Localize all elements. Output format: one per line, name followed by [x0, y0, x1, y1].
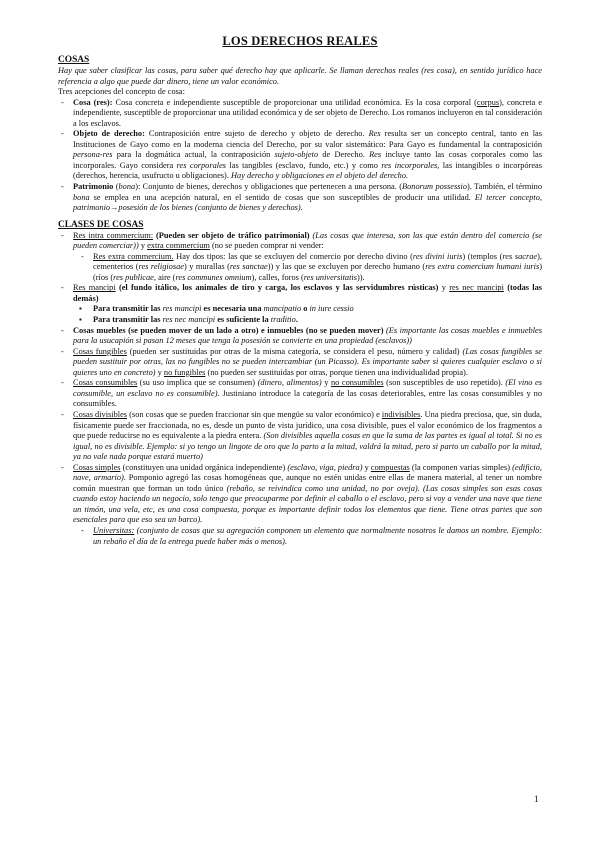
sub-list: [73, 526, 542, 547]
term-underlined: indivisibles: [381, 409, 421, 419]
item-italic: traditio: [270, 315, 296, 325]
item-text: (son susceptibles de uso repetido).: [383, 378, 506, 388]
list-item-cosa: [58, 98, 542, 130]
item-italic: res corporales: [176, 160, 227, 170]
item-italic: (Las cosas fungibles se pueden sustituir por otras, las no fungibles no se pueden intercambiar (un Picasso). Es importante saber si quieres cualquier esclavo o si quieres uno en concreto): [73, 346, 542, 377]
term-label: Patrimonio: [73, 182, 114, 192]
term-underlined: Cosas fungibles: [73, 346, 127, 356]
list-item-divisibles: [58, 410, 542, 463]
item-text: ) (templos (: [462, 251, 503, 261]
item-italic: mancipatio: [263, 304, 302, 314]
item-text: , aire (: [153, 272, 176, 282]
item-italic: res religiosae: [138, 262, 184, 272]
item-italic: res extra comercium humani iuris: [425, 262, 540, 272]
item-text: Hay dos tipos: las que se excluyen del comercio por derecho divino (: [173, 251, 413, 261]
item-italic: res sanctae: [229, 262, 268, 272]
term-label: Objeto de derecho:: [73, 129, 145, 139]
term-label: Cosa (res):: [73, 97, 113, 107]
item-text: Contraposición entre sujeto de derecho y objeto de derecho.: [144, 129, 369, 139]
sub-item-traditio: [73, 315, 542, 326]
item-italic: persona-res: [73, 150, 113, 160]
item-italic: res nec mancipi: [162, 315, 216, 325]
sub-list: [73, 304, 542, 325]
page-number: 1: [534, 795, 539, 805]
item-italic: (Son divisibles aquella cosas en que la suma de las partes es igual al total. Si no es igual, no es divisible. Ejemplo: si yo tengo un lingote de oro que lo parto a la mitad, valdrá la mitad, pero si parto un caballo por la mitad, ya no vale nada porque estará muerto): [73, 431, 542, 462]
item-text: (son cosas que se pueden fraccionar sin que mengüe su valor económico) e: [127, 409, 382, 419]
term-underlined: res nec mancipi: [449, 283, 504, 293]
item-text: ), cementerios (: [93, 251, 542, 272]
item-text: resulta ser un concepto central, tanto en las Instituciones de Gayo como en la moderna ciencia del Derecho, por su valor sistemático: Para Gayo es fundamental la contraposición: [73, 129, 542, 149]
item-bold: Cosas muebles (se pueden mover de un lado a otro) e inmuebles (no se pueden mover): [73, 325, 384, 335]
term-underlined: Res intra commercium:: [73, 230, 154, 240]
item-italic: (Las cosas que interesa, son las que están dentro del comercio (se pueden comerciar)): [73, 230, 542, 251]
item-text: las tangibles (esclavo, fundo, etc.) y como: [226, 160, 382, 170]
item-italic: Res: [369, 150, 382, 160]
item-text: (no pueden ser sustituidas por otras, porque tienen una individualidad propia).: [205, 367, 468, 377]
item-italic: Bonorum possessio: [402, 182, 467, 192]
item-italic: res divini iuris: [412, 251, 463, 261]
section-heading-cosas: COSAS: [58, 55, 90, 65]
list-item-fungibles: [58, 347, 542, 379]
item-text: las intangibles o incorpóreas (derechos, herencia, usufructo u obligaciones).: [73, 160, 542, 181]
item-text: (: [113, 182, 119, 192]
item-text: de Derecho.: [318, 150, 370, 160]
page-title: LOS DERECHOS REALES: [222, 34, 378, 48]
list-item-objeto: [58, 129, 542, 182]
item-italic: res mancipi: [162, 304, 202, 314]
item-text: y: [362, 462, 371, 472]
item-text: (constituyen una unidad orgánica independiente): [120, 462, 288, 472]
item-italic: (esclavo, viga, piedra): [287, 462, 363, 472]
document-page: [58, 34, 542, 547]
sub-item-mancipatio: [73, 304, 542, 315]
item-text: para la dogmática actual, la contraposición: [112, 150, 275, 160]
item-text: Para transmitir las: [93, 304, 163, 314]
acepciones-lead: Tres acepciones del concepto de cosa:: [58, 87, 185, 97]
item-italic: res universitatis: [303, 272, 357, 282]
term-underlined: Cosas simples: [73, 462, 121, 472]
item-italic: (edificio, nave, armario).: [73, 462, 542, 483]
item-text: . Una piedra preciosa, que, sin duda, físicamente puede ser fraccionada, no es, desde un punto de vista jurídico, una cosa divisible, pues el valor económico de los fragmentos a que puede reducirse no es equivalente a la piedra entera.: [73, 409, 542, 441]
sub-list: [73, 252, 542, 284]
item-bold: (Pueden ser objeto de tráfico patrimonial): [153, 230, 310, 240]
item-text: (no se pueden comprar ni vender:: [209, 241, 324, 251]
sub-item-extra-commercium: [73, 252, 542, 284]
item-text: (pueden ser sustituidas por otras de la misma categoría, se considera el peso, número y calidad): [126, 346, 463, 356]
item-text: .: [295, 315, 298, 325]
term-underlined: no fungibles: [163, 367, 206, 377]
item-italic: (conjunto de cosas que su agregación componen un elemento que normalmente nosotros le damos un nombre. Ejemplo: un rebaño el día de la entrega puede haber más o menos).: [93, 525, 542, 546]
item-text: Para transmitir las: [93, 315, 163, 325]
item-text: ) y murallas (: [183, 262, 230, 272]
term-underlined: extra commercium: [147, 241, 210, 251]
item-text: ) (ríos (: [93, 262, 542, 282]
term-corpus: corpus: [476, 97, 500, 107]
item-text: y: [438, 283, 450, 293]
item-text: )) y las que se excluyen por derecho humano (: [267, 262, 426, 272]
item-text: (su uso implica que se consumen): [137, 378, 258, 388]
item-italic: res communes omnium: [175, 272, 252, 282]
list-item-mancipi: [58, 283, 542, 325]
item-text: y: [155, 367, 164, 377]
term-underlined: compuestas: [370, 462, 410, 472]
item-text: Pomponio agregó las cosas homogéneas que, aunque no estén unidas entre ellas de manera material, al tener un nombre común muestran que forman un todo único: [73, 473, 543, 493]
item-italic: (El vino es consumible, un esclavo no es consumible).: [73, 378, 542, 398]
item-italic: in iure cessio: [309, 304, 354, 314]
item-text: ), concreta e independiente, susceptible de proporcionar una utilidad económica y de ser objeto de Derecho. Los romanos incluyeron en tal consideración a los esclavos.: [73, 97, 542, 128]
list-item-simples: [58, 463, 542, 547]
list-item-muebles: [58, 326, 542, 347]
item-bold: (el fundo itálico, los animales de tiro y carga, los esclavos y las servidumbres rústicas): [115, 283, 439, 293]
item-text: (la componen varias simples): [409, 462, 513, 472]
item-italic: Hay derecho y obligaciones en el objeto del derecho.: [231, 171, 409, 181]
item-text: y: [321, 378, 331, 388]
item-italic: bona: [118, 182, 136, 192]
item-text: ): Conjunto de bienes, derechos y obligaciones que pertenecen a una persona. (: [135, 182, 403, 192]
term-underlined: no consumibles: [331, 378, 384, 388]
term-underlined: Cosas consumibles: [73, 378, 138, 388]
term-underlined: Universitas:: [93, 525, 135, 535]
item-text: Cosa concreta e independiente susceptible de proporcionar una utilidad económica. Es la cosa corporal (: [112, 97, 477, 107]
item-text: ), calles, foros (: [251, 272, 304, 282]
item-italic: El tercer concepto, patrimonio→posesión de los bienes (conjunto de bienes y derechos).: [73, 192, 542, 213]
item-italic: res publicae: [113, 272, 154, 282]
item-italic: (rebaño, se reivindica como una unidad, no por oveja). (Las cosas simples son esas cosas cuando estoy haciendo un negocio, solo tengo que preocuparme por definir el caballo o el esclavo, pero si voy a vender una nave que tiene un timón, una vela, etc, es una cosa compuesta, porque es importante definir todos los elementos que tiene. Tiene otras partes que son esenciales para que eso sea un barco).: [73, 483, 542, 525]
sub-item-universitas: [73, 526, 542, 547]
list-item-patrimonio: [58, 182, 542, 214]
item-italic: Res: [368, 129, 381, 139]
item-text: es suficiente la: [215, 315, 271, 325]
section-heading-clases: CLASES DE COSAS: [58, 219, 144, 230]
item-italic: bona: [73, 192, 90, 202]
term-underlined: Res mancipi: [73, 283, 116, 293]
item-bold: (todas las demás): [73, 283, 543, 303]
term-underlined: Cosas divisibles: [73, 409, 128, 419]
item-text: se emplea en una acepción natural, en el sentido de cosas que son susceptibles de producir una utilidad.: [89, 192, 475, 202]
item-text: incluye tanto las cosas corporales como las incorporales. Gayo considera: [73, 150, 542, 170]
acepciones-list: [58, 98, 542, 214]
intro-paragraph: Hay que saber clasificar las cosas, para saber qué derecho hay que aplicarle. Se llaman derechos reales (res cosa), en sentido jurídico hace referencia a algo que puede dar dinero, tiene un valor económico.: [58, 66, 542, 86]
item-italic: (Es importante las cosas muebles e inmuebles para la usucapión si pasan 12 meses que tenga la posesión se convierte en una propiedad (esclavos)): [73, 325, 542, 346]
list-item-commercium: [58, 231, 542, 284]
item-italic: res incorporales,: [381, 160, 440, 170]
item-text: y: [138, 241, 148, 251]
item-italic: sujeto-objeto: [274, 150, 319, 160]
item-italic: res sacrae: [502, 251, 538, 261]
item-text: es necesaria una: [201, 304, 264, 314]
item-text: Justiniano introduce la categoría de las cosas deteriorables, entre las cosas consumibles y no consumibles.: [73, 388, 542, 409]
item-text: ). También, el término: [467, 182, 543, 192]
item-text: o: [301, 304, 310, 314]
item-text: )).: [356, 272, 365, 282]
clases-list: [58, 231, 542, 547]
item-italic: (dinero, alimentos): [257, 378, 322, 388]
term-underlined: Res extra commercium.: [93, 251, 174, 261]
list-item-consumibles: [58, 378, 542, 410]
